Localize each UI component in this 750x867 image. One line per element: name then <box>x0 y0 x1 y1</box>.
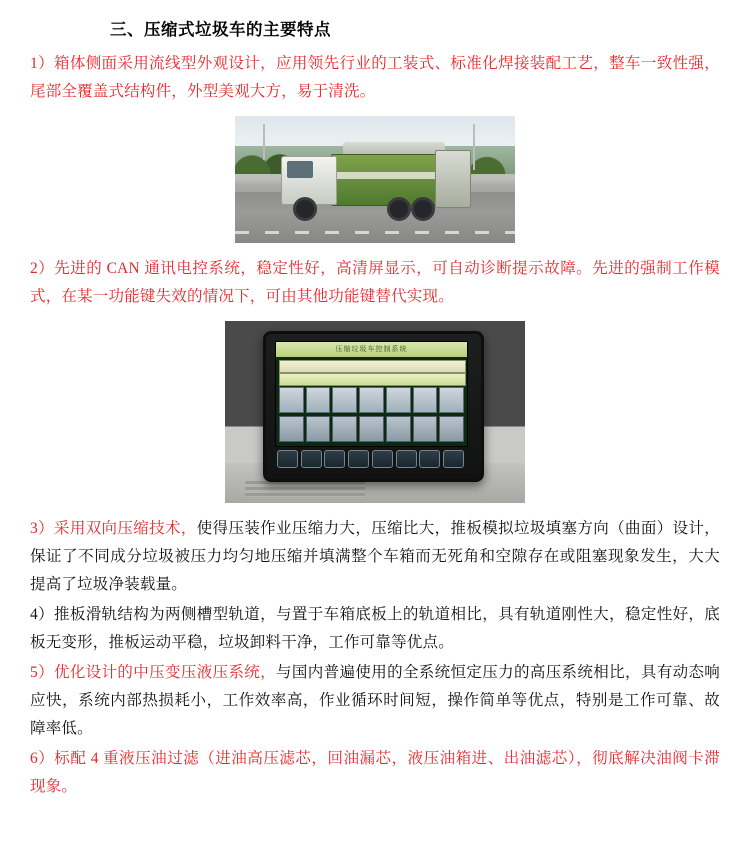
hardware-button <box>277 450 298 468</box>
display-screen <box>275 341 468 447</box>
screen-grid-cell <box>279 387 304 413</box>
paragraph-5-lead: 5）优化设计的中压变压液压系统， <box>30 664 277 681</box>
screen-grid-cell <box>413 416 438 442</box>
truck-wheel <box>387 197 411 221</box>
figure-truck <box>30 116 720 243</box>
screen-grid-cell <box>413 387 438 413</box>
hardware-button <box>372 450 393 468</box>
paragraph-3-lead: 3）采用双向压缩技术， <box>30 520 197 537</box>
hardware-button <box>396 450 417 468</box>
photo-road-marking <box>235 231 515 234</box>
paragraph-3-rest: 使得压装作业压缩力大，压缩比大，推板模拟垃圾填塞方向（曲面）设计，保证了不同成分垃圾被压力均匀地压缩并填满整个车箱而无死角和空隙存在或阻塞现象发生，大大提高了垃圾净装载量。 <box>30 520 720 593</box>
paragraph-5-rest: 与国内普遍使用的全系统恒定压力的高压系统相比，具有动态响应快，系统内部热损耗小，工作效率高，作业循环时间短，操作简单等优点，特别是工作可靠、故障率低。 <box>30 664 721 737</box>
screen-grid-cell <box>306 387 331 413</box>
figure-panel <box>30 321 720 503</box>
screen-grid-cell <box>306 416 331 442</box>
screen-grid-cell <box>332 387 357 413</box>
screen-status-row <box>279 360 466 373</box>
photo-air-vent <box>245 481 365 497</box>
screen-status-row <box>279 373 466 386</box>
page-heading: 三、压缩式垃圾车的主要特点 <box>110 21 331 39</box>
screen-grid-cell <box>332 416 357 442</box>
screen-title-text: 压缩垃圾车控制系统 <box>335 346 408 353</box>
compression-garbage-truck-photo <box>235 116 515 243</box>
screen-grid-cell <box>386 387 411 413</box>
hardware-button <box>348 450 369 468</box>
screen-button-grid-lower <box>279 416 464 442</box>
hardware-button <box>301 450 322 468</box>
screen-grid-cell <box>359 387 384 413</box>
photo-pole-right <box>473 124 475 170</box>
truck-cab-window <box>287 161 313 178</box>
can-control-display-photo <box>225 321 525 503</box>
screen-title-bar <box>276 342 467 357</box>
hardware-button <box>443 450 464 468</box>
paragraph-4: 4）推板滑轨结构为两侧槽型轨道，与置于车箱底板上的轨道相比，具有轨道刚性大，稳定性好，底板无变形，推板运动平稳，垃圾卸料干净，工作可靠等优点。 <box>30 606 720 651</box>
paragraph-1: 1）箱体侧面采用流线型外观设计，应用领先行业的工装式、标准化焊接装配工艺，整车一致性强，尾部全覆盖式结构件，外型美观大方，易于清洗。 <box>30 55 720 100</box>
paragraph-3 <box>30 515 720 599</box>
screen-grid-cell <box>439 416 464 442</box>
hardware-button <box>419 450 440 468</box>
screen-grid-cell <box>386 416 411 442</box>
photo-pole-left <box>263 124 265 160</box>
truck-rear-cover <box>435 150 471 208</box>
screen-grid-cell <box>359 416 384 442</box>
truck-wheel <box>293 197 317 221</box>
hardware-button-row <box>277 449 464 469</box>
screen-grid-cell <box>279 416 304 442</box>
screen-grid-cell <box>439 387 464 413</box>
truck-wheel <box>411 197 435 221</box>
hardware-button <box>324 450 345 468</box>
screen-button-grid-upper <box>279 387 464 413</box>
paragraph-5 <box>30 659 720 743</box>
paragraph-2: 2）先进的 CAN 通讯电控系统，稳定性好，高清屏显示，可自动诊断提示故障。先进的强制工作模式，在某一功能键失效的情况下，可由其他功能键替代实现。 <box>30 260 720 305</box>
paragraph-6: 6）标配 4 重液压油过滤（进油高压滤芯，回油漏芯，液压油箱进、出油滤芯），彻底解决油阀卡滞现象。 <box>30 750 720 795</box>
